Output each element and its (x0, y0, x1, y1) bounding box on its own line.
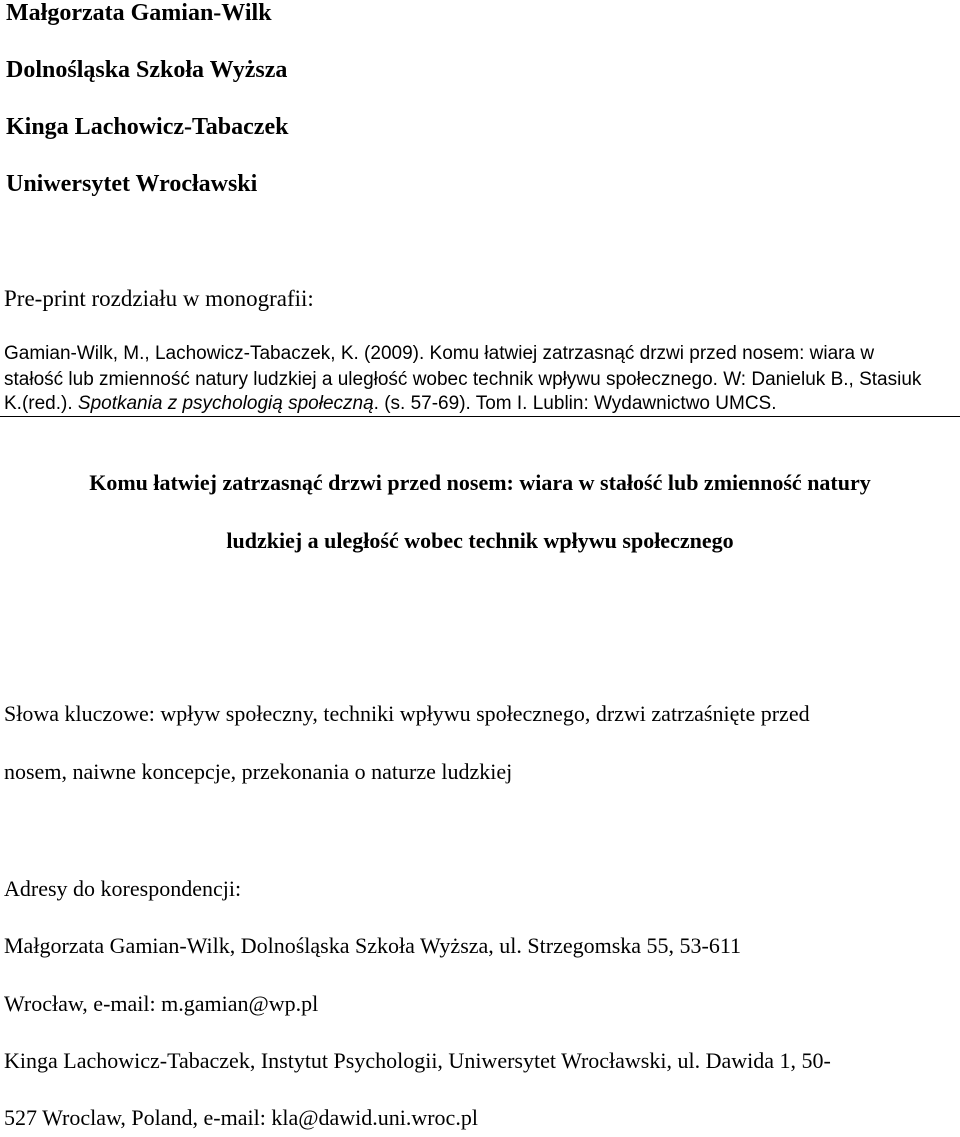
author-affiliation-1: Dolnośląska Szkoła Wyższa (6, 57, 288, 83)
correspondence-line-3: Kinga Lachowicz-Tabaczek, Instytut Psychologii, Uniwersytet Wrocławski, ul. Dawida 1, 50- (4, 1048, 831, 1073)
correspondence-heading: Adresy do korespondencji: (4, 876, 242, 901)
keywords-line-2: nosem, naiwne koncepcje, przekonania o naturze ludzkiej (4, 759, 513, 784)
author-name-1: Małgorzata Gamian-Wilk (6, 0, 272, 26)
correspondence-line-2: Wrocław, e-mail: m.gamian@wp.pl (4, 991, 319, 1016)
preprint-label: Pre-print rozdziału w monografii: (4, 286, 314, 311)
paper-title-line-1: Komu łatwiej zatrzasnąć drzwi przed nosem: wiara w stałość lub zmienność natury (89, 470, 871, 495)
author-affiliation-2: Uniwersytet Wrocławski (6, 171, 258, 197)
citation-line-1: Gamian-Wilk, M., Lachowicz-Tabaczek, K. (2009). Komu łatwiej zatrzasnąć drzwi przed nosem: wiara w (4, 343, 875, 364)
horizontal-rule (0, 416, 960, 417)
citation-line-2: stałość lub zmienność natury ludzkiej a uległość wobec technik wpływu społecznego. W: Danieluk B., Stasiuk (4, 369, 922, 390)
author-name-2: Kinga Lachowicz-Tabaczek (6, 114, 289, 140)
citation-line-3 (4, 393, 777, 415)
citation-line-3-prefix: K.(red.). (4, 393, 78, 414)
keywords-line-1: Słowa kluczowe: wpływ społeczny, techniki wpływu społecznego, drzwi zatrzaśnięte przed (4, 701, 810, 726)
paper-title-line-2: ludzkiej a uległość wobec technik wpływu społecznego (226, 528, 734, 553)
citation-line-3-suffix: . (s. 57-69). Tom I. Lublin: Wydawnictwo UMCS. (373, 393, 777, 414)
citation-book-title: Spotkania z psychologią społeczną (77, 393, 374, 414)
correspondence-line-1: Małgorzata Gamian-Wilk, Dolnośląska Szkoła Wyższa, ul. Strzegomska 55, 53-611 (4, 933, 742, 958)
correspondence-line-4: 527 Wroclaw, Poland, e-mail: kla@dawid.uni.wroc.pl (4, 1105, 478, 1130)
